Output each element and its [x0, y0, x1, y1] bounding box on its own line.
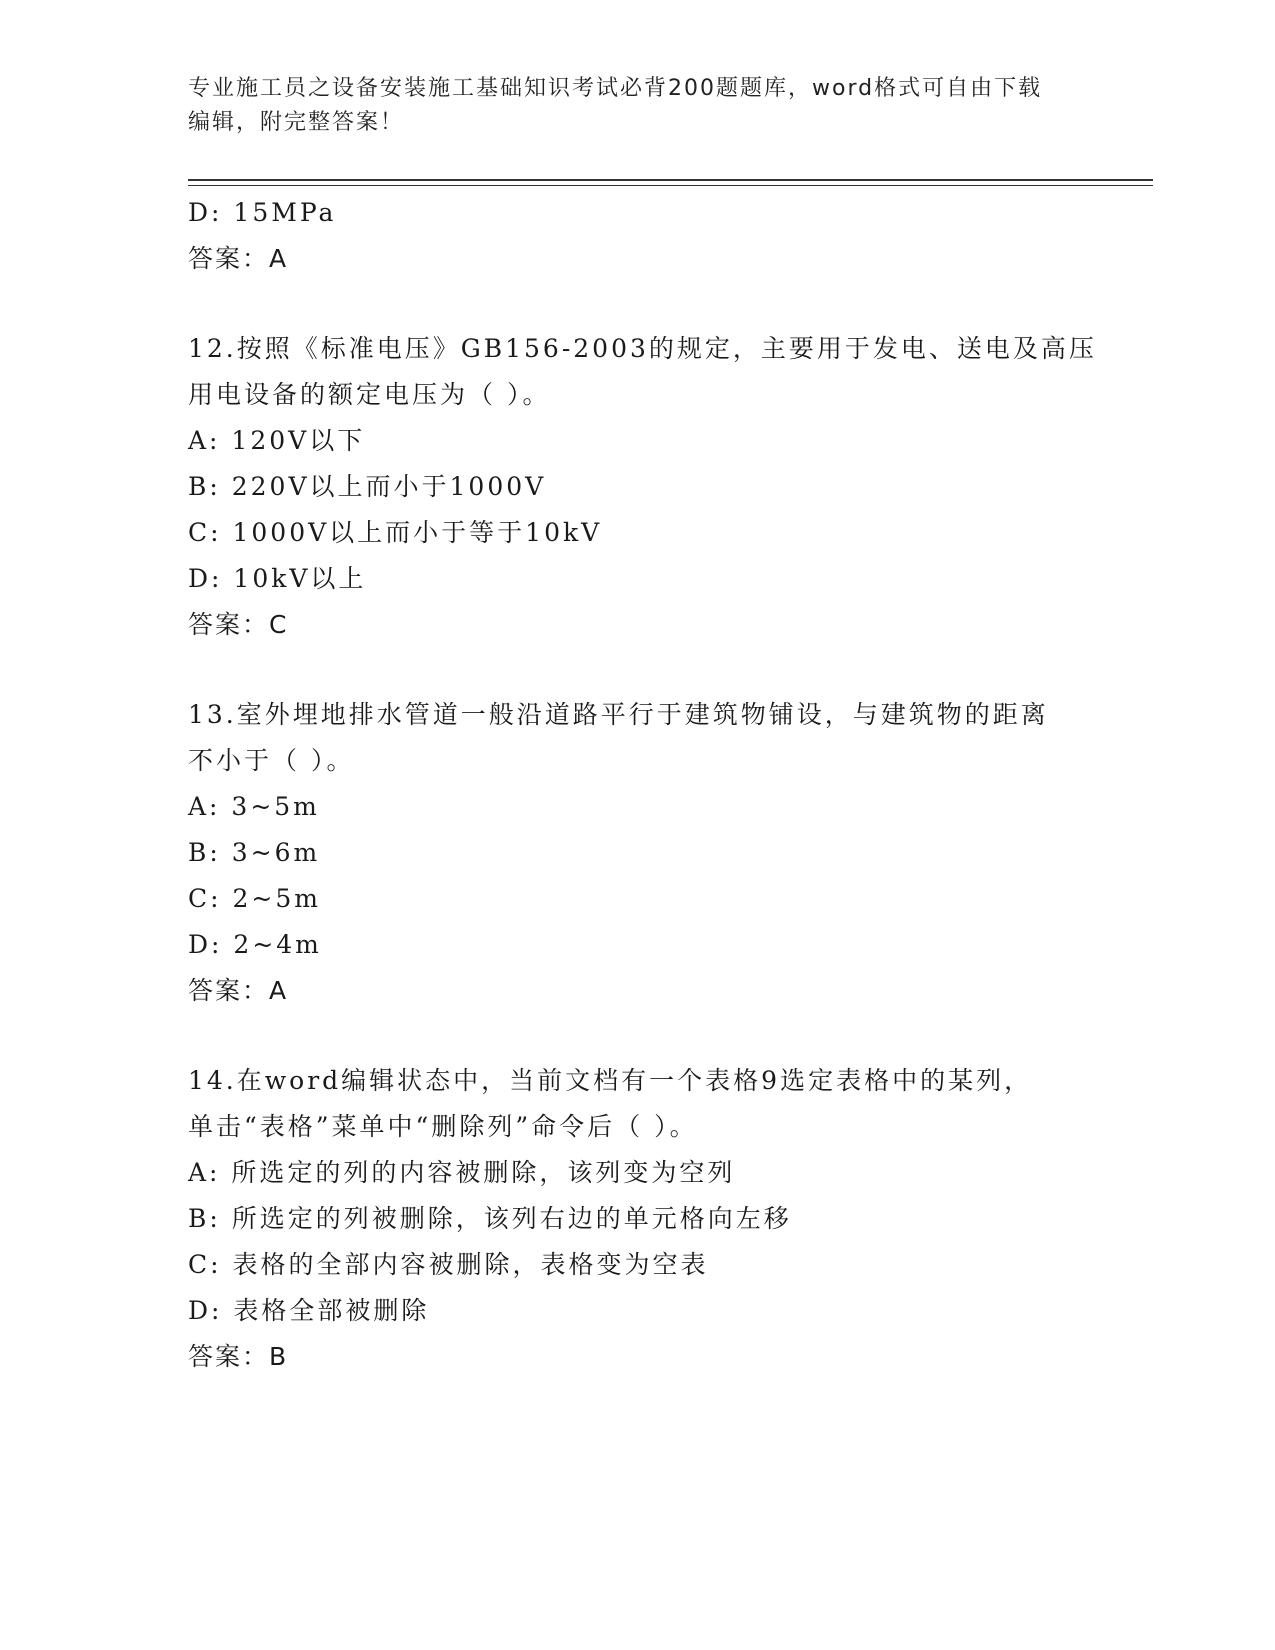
question-13 — [188, 692, 1088, 1014]
header-rule-thin — [188, 185, 1153, 186]
option-c: C: 1000V以上而小于等于10kV — [188, 518, 603, 547]
option-a: A: 所选定的列的内容被删除，该列变为空列 — [188, 1158, 736, 1187]
option-d: D: 表格全部被删除 — [188, 1296, 430, 1325]
option-d: D: 10kV以上 — [188, 564, 367, 593]
option-c: C: 2~5m — [188, 884, 321, 913]
spacer — [188, 1014, 1088, 1058]
answer: 答案：B — [188, 1342, 289, 1371]
question-12 — [188, 326, 1097, 648]
option-b: B: 220V以上而小于1000V — [188, 472, 547, 501]
header-rule-thick — [188, 179, 1153, 181]
question-text-line-2: 不小于（ ）。 — [188, 746, 355, 775]
spacer — [188, 282, 1088, 326]
option-c: C: 表格的全部内容被删除，表格变为空表 — [188, 1250, 709, 1279]
question-text-line-1: 13.室外埋地排水管道一般沿道路平行于建筑物铺设，与建筑物的距离 — [188, 700, 1049, 729]
document-body — [188, 190, 1097, 1380]
header-line-2: 编辑，附完整答案！ — [188, 110, 405, 135]
question-text-line-1: 12.按照《标准电压》GB156-2003的规定，主要用于发电、送电及高压 — [188, 334, 1097, 363]
prev-answer: 答案：A — [188, 244, 289, 273]
option-d: D: 2~4m — [188, 930, 322, 959]
question-text-line-2: 用电设备的额定电压为（ ）。 — [188, 380, 551, 409]
option-a: A: 120V以下 — [188, 426, 366, 455]
question-text-line-1: 14.在word编辑状态中，当前文档有一个表格9选定表格中的某列， — [188, 1066, 1033, 1095]
option-b: B: 所选定的列被删除，该列右边的单元格向左移 — [188, 1204, 792, 1233]
option-b: B: 3~6m — [188, 838, 321, 867]
answer: 答案：A — [188, 976, 289, 1005]
document-header — [188, 72, 1088, 140]
question-text-line-2: 单击“表格”菜单中“删除列”命令后（ ）。 — [188, 1112, 698, 1141]
question-14 — [188, 1058, 1088, 1380]
prev-option-d: D: 15MPa — [188, 198, 337, 227]
spacer — [188, 648, 1088, 692]
option-a: A: 3~5m — [188, 792, 320, 821]
answer: 答案：C — [188, 610, 289, 639]
header-line-1: 专业施工员之设备安装施工基础知识考试必背200题题库，word格式可自由下载 — [188, 76, 1043, 101]
